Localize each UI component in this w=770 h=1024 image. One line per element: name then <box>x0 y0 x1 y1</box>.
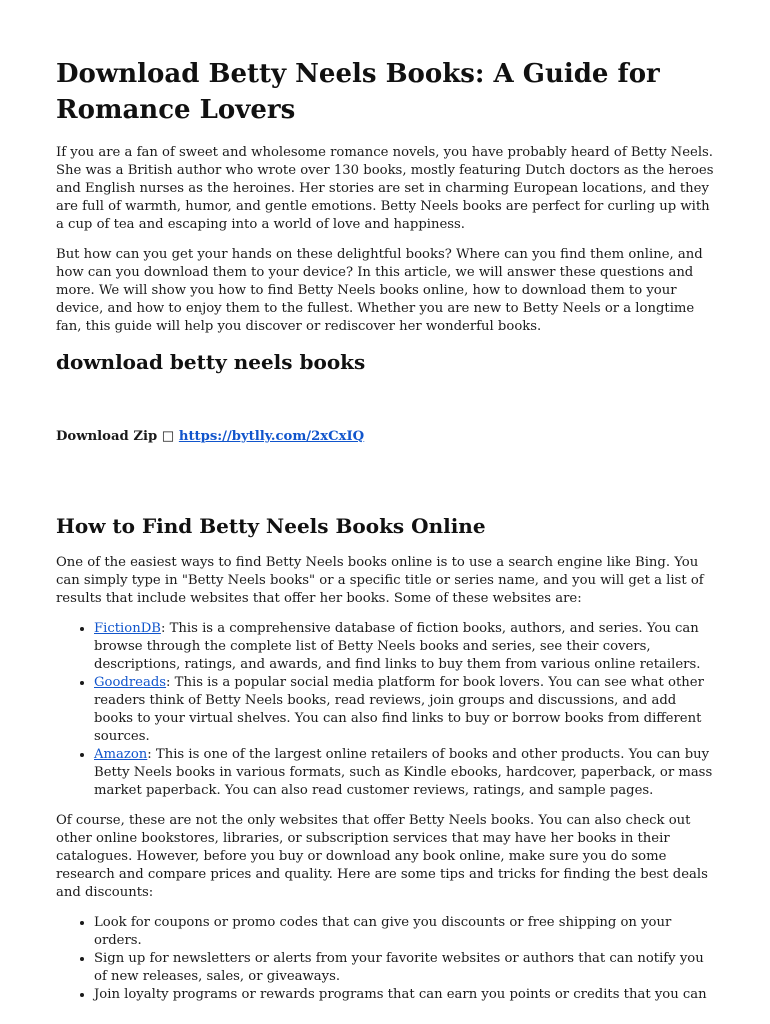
amazon-link[interactable]: Amazon <box>94 747 148 762</box>
section2-intro-paragraph: One of the easiest ways to find Betty Neels books online is to use a search engine like Bing. You can simply type in "Betty Neels books" or a specific title or series name, and you will get a list of results that include websites that offer her books. Some of these websites are: <box>56 555 704 606</box>
section2-followup-paragraph: Of course, these are not the only websites that offer Betty Neels books. You can also check out other online bookstores, libraries, or subscription services that may have her books in their catalogues. However, before you buy or download any book online, make sure you do some research and compare prices and quality. Here are some tips and tricks for finding the best deals and discounts: <box>56 813 708 900</box>
tips-list <box>56 914 716 1004</box>
section-heading-find-online: How to Find Betty Neels Books Online <box>56 514 486 538</box>
box-icon: □ <box>161 429 175 444</box>
list-item-text: : This is a popular social media platform for book lovers. You can see what other readers think of Betty Neels books, read reviews, join groups and discussions, and add books to your virtual shelves. You can also find links to buy or borrow books from different sources. <box>94 675 704 744</box>
page-title: Download Betty Neels Books: A Guide for Romance Lovers <box>56 59 660 125</box>
list-item: • Sign up for newsletters or alerts from your favorite websites or authors that can notify you of new releases, sales, or giveaways. <box>94 950 716 986</box>
intro-paragraph-2: But how can you get your hands on these delightful books? Where can you find them online, and how can you download them to your device? In this article, we will answer these questions and more. We will show you how to find Betty Neels books online, how to download them to your device, and how to enjoy them to the fullest. Whether you are new to Betty Neels or a longtime fan, this guide will help you discover or rediscover her wonderful books. <box>56 247 703 334</box>
list-item-text: : This is one of the largest online retailers of books and other products. You can buy Betty Neels books in various formats, such as Kindle ebooks, hardcover, paperback, or mass market paperback. You can also read customer reviews, ratings, and sample pages. <box>94 747 713 798</box>
download-line <box>56 428 716 446</box>
download-link[interactable]: https://bytlly.com/2xCxIQ <box>178 429 365 444</box>
download-label: Download Zip <box>56 429 158 444</box>
list-item <box>94 620 716 674</box>
document-page <box>56 56 716 1016</box>
section-heading-download: download betty neels books <box>56 350 366 374</box>
fictiondb-link[interactable]: FictionDB <box>94 621 161 636</box>
list-item <box>94 674 716 746</box>
intro-paragraph-1: If you are a fan of sweet and wholesome romance novels, you have probably heard of Betty Neels. She was a British author who wrote over 130 books, mostly featuring Dutch doctors as the heroes and English nurses as the heroines. Her stories are set in charming European locations, and they are full of warmth, humor, and gentle emotions. Betty Neels books are perfect for curling up with a cup of tea and escaping into a world of love and happiness. <box>56 145 714 232</box>
list-item-text: : This is a comprehensive database of fiction books, authors, and series. You can browse through the complete list of Betty Neels books and series, see their covers, descriptions, ratings, and awards, and find links to buy them from various online retailers. <box>94 621 701 672</box>
websites-list <box>56 620 716 800</box>
list-item <box>94 746 716 800</box>
goodreads-link[interactable]: Goodreads <box>94 675 167 690</box>
list-item: • Look for coupons or promo codes that can give you discounts or free shipping on your orders. <box>94 914 716 950</box>
list-item: • Join loyalty programs or rewards programs that can earn you points or credits that you can <box>94 986 716 1004</box>
